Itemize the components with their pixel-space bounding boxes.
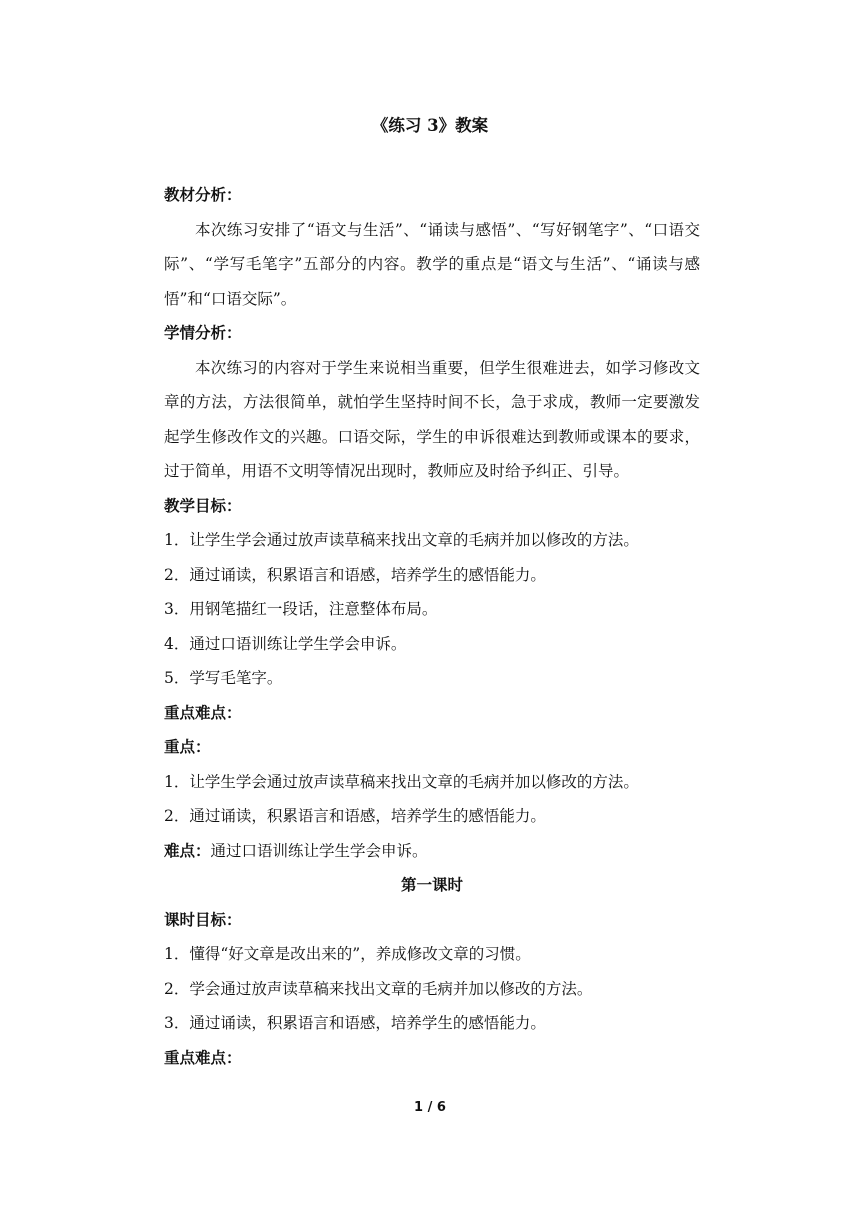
teaching-goal-item: 3．用钢笔描红一段话，注意整体布局。 [164,600,438,618]
key-point-item: 1．让学生学会通过放声读草稿来找出文章的毛病并加以修改的方法。 [164,772,639,791]
key-difficulty-heading: 重点难点： [164,702,242,722]
lesson-goal-item: 3．通过诵读，积累语言和语感，培养学生的感悟能力。 [164,1014,546,1032]
teaching-goals-heading: 教学目标： [164,495,242,515]
textbook-analysis-paragraph: 本次练习安排了“语文与生活”、“诵读与感悟”、“写好钢笔字”、“口语交际”、“学写毛笔字”五部分的内容。教学的重点是“语文与生活”、“诵读与感悟”和“口语交际”。 [164,220,700,308]
textbook-analysis-heading: 教材分析： [164,185,242,204]
lesson-goal-item: 2．学会通过放声读草稿来找出文章的毛病并加以修改的方法。 [164,979,593,998]
teaching-goal-item: 2．通过诵读，积累语言和语感，培养学生的感悟能力。 [164,565,546,584]
page-number: 1 / 6 [414,1100,446,1115]
document-title: 《练习 3》教案 [371,116,489,135]
teaching-goal-item: 5．学写毛笔字。 [164,669,283,687]
difficulty-label: 难点： [164,840,211,860]
teaching-goal-item: 4．通过口语训练让学生学会申诉。 [164,634,407,653]
lesson-goal-item: 1．懂得“好文章是改出来的”，养成修改文章的习惯。 [164,945,531,963]
lesson-title: 第一课时 [400,875,463,894]
learner-analysis-paragraph: 本次练习的内容对于学生来说相当重要，但学生很难进去，如学习修改文章的方法，方法很简单，就怕学生坚持时间不长，急于求成，教师一定要激发起学生修改作文的兴趣。口语交际，学生的申诉很难达到教师或课本的要求，过于简单，用语不文明等情况出现时，教师应及时给予纠正、引导。 [164,358,700,480]
learner-analysis-heading: 学情分析： [164,323,242,342]
teaching-goal-item: 1．让学生学会通过放声读草稿来找出文章的毛病并加以修改的方法。 [164,531,639,549]
lesson-key-heading: 重点难点： [164,1047,242,1067]
lesson-goals-heading: 课时目标： [164,909,242,929]
key-points-heading: 重点： [164,737,211,756]
key-point-item: 2．通过诵读，积累语言和语感，培养学生的感悟能力。 [164,807,546,825]
document-body [164,178,700,1075]
difficulty-line [164,834,700,869]
difficulty-text: 通过口语训练让学生学会申诉。 [210,841,428,860]
